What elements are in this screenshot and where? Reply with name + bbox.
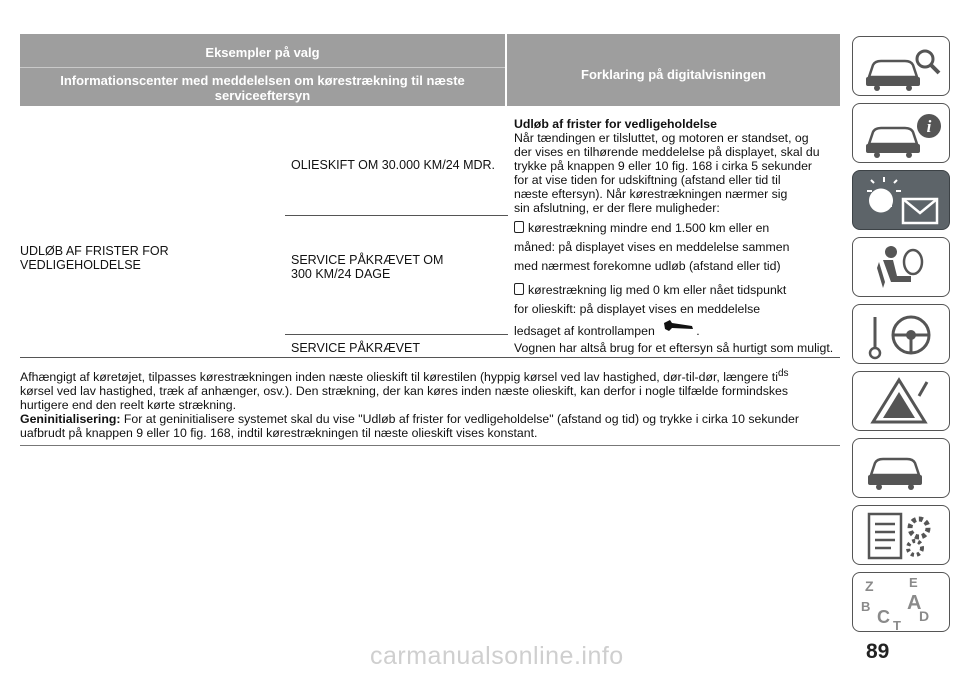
chapter-tab-warning-lights-messages[interactable]	[852, 170, 950, 230]
index-letter: A	[907, 592, 922, 614]
explanation-line: næste eftersyn). Når kørestrækningen nærmer sig	[514, 187, 788, 201]
row-group-label-line: VEDLIGEHOLDELSE	[20, 258, 141, 272]
note-superscript: ds	[777, 368, 789, 379]
header-info-center-title: Informationscenter med meddelelsen om kørestrækning til næste serviceeftersyn	[60, 73, 465, 103]
chapter-tab-emergency[interactable]	[852, 371, 950, 431]
svg-text:i: i	[926, 117, 932, 136]
alphabet-index-icon	[853, 573, 951, 633]
reset-label: Geninitialisering:	[20, 412, 121, 427]
index-letter: C	[877, 607, 890, 627]
row-divider	[285, 334, 508, 335]
option-service-due-in	[291, 253, 443, 281]
option-service-due: SERVICE PÅKRÆVET	[291, 341, 420, 355]
note-line: uafbrudt på knappen 9 eller 10 fig. 168, indtil kørestrækningen til næste olieskift vises konstant.	[20, 426, 538, 441]
bullet-line: måned: på displayet vises en meddelelse sammen	[514, 240, 790, 254]
chapter-tab-car-search[interactable]	[852, 36, 950, 96]
wrench-icon	[662, 319, 696, 333]
checkbox-bullet-icon	[514, 283, 524, 295]
chapter-tab-technical-data[interactable]	[852, 505, 950, 565]
page-number: 89	[866, 640, 890, 663]
bullet-item	[514, 219, 789, 276]
bullet-item	[514, 281, 786, 341]
header-examples-title: Eksempler på valg	[205, 45, 320, 60]
bullet-line: for olieskift: på displayet vises en meddelelse	[514, 302, 761, 316]
note-line: For at geninitialisere systemet skal du vise "Udløb af frister for vedligeholdelse" (afstand og tid) og trykke i cirka 10 sekunder	[120, 412, 799, 427]
explanation-line: sin afslutning, er der flere muligheder:	[514, 201, 720, 215]
note-bottom-rule	[20, 445, 840, 446]
chapter-tab-index[interactable]	[852, 572, 950, 632]
header-divider	[20, 67, 505, 68]
table-bottom-rule	[20, 357, 840, 358]
table-header-examples	[20, 34, 505, 106]
index-letter: B	[861, 599, 871, 614]
explanation-block	[514, 117, 844, 215]
explanation-title: Udløb af frister for vedligeholdelse	[514, 117, 717, 131]
header-explanation-title: Forklaring på digitalvisningen	[581, 67, 766, 82]
index-letter: E	[909, 575, 918, 590]
bullet-line: ledsaget af kontrollampen	[514, 324, 655, 338]
chapter-tab-safety[interactable]	[852, 237, 950, 297]
note-line: hurtigere end den reelt kørte strækning.	[20, 398, 236, 413]
explanation-line: Når tændingen er tilsluttet, og motoren er standset, og	[514, 131, 809, 145]
warning-light-message-icon	[853, 171, 951, 231]
index-letter: T	[893, 618, 901, 633]
note-line: kørsel ved lav hastighed, træk af anhænger, osv.). Den strækning, der kan køres inden næste olieskift, kan derfor i nogle tilfælde formindskes	[20, 384, 789, 399]
explanation-line: trykke på knappen 9 eller 10 fig. 168 i cirka 5 sekunder	[514, 159, 813, 173]
emergency-triangle-icon	[853, 372, 951, 432]
option-line: SERVICE PÅKRÆVET OM	[291, 253, 444, 267]
car-info-icon	[853, 104, 951, 164]
car-search-icon	[853, 37, 951, 97]
option-oil-change: OLIESKIFT OM 30.000 KM/24 MDR.	[291, 158, 496, 172]
index-letter: Z	[865, 578, 874, 594]
watermark: carmanualsonline.info	[370, 642, 624, 670]
specifications-gears-icon	[853, 506, 951, 566]
table-header-explanation	[507, 34, 840, 106]
chapter-tab-car-info[interactable]	[852, 103, 950, 163]
checkbox-bullet-icon	[514, 221, 524, 233]
bullet-line: med nærmest forekomne udløb (afstand eller tid)	[514, 259, 781, 273]
chapter-tab-starting-driving[interactable]	[852, 304, 950, 364]
seat-airbag-icon	[853, 238, 951, 298]
option-line: 300 KM/24 DAGE	[291, 267, 391, 281]
steering-wheel-key-icon	[853, 305, 951, 365]
explanation-line: for at vise tiden for udskiftning (afstand eller tid til	[514, 173, 781, 187]
car-service-icon	[853, 439, 951, 499]
row-group-label	[20, 244, 169, 272]
note-line: Afhængigt af køretøjet, tilpasses kørestrækningen inden næste olieskift til kørestilen (hyppig kørsel ved lav hastighed, dør-til-dør, længere ti	[20, 370, 778, 385]
chapter-tab-servicing[interactable]	[852, 438, 950, 498]
bullet-line: kørestrækning mindre end 1.500 km eller en	[528, 221, 770, 235]
index-letter: D	[919, 608, 930, 624]
bullet-line: kørestrækning lig med 0 km eller nået tidspunkt	[528, 283, 787, 297]
option3-explanation: Vognen har altså brug for et eftersyn så hurtigt som muligt.	[514, 341, 834, 355]
bullet-end: .	[696, 324, 700, 338]
note-block	[20, 367, 845, 440]
row-divider	[285, 215, 508, 216]
explanation-line: der vises en tilhørende meddelelse på displayet, skal du	[514, 145, 820, 159]
row-group-label-line: UDLØB AF FRISTER FOR	[20, 244, 169, 258]
